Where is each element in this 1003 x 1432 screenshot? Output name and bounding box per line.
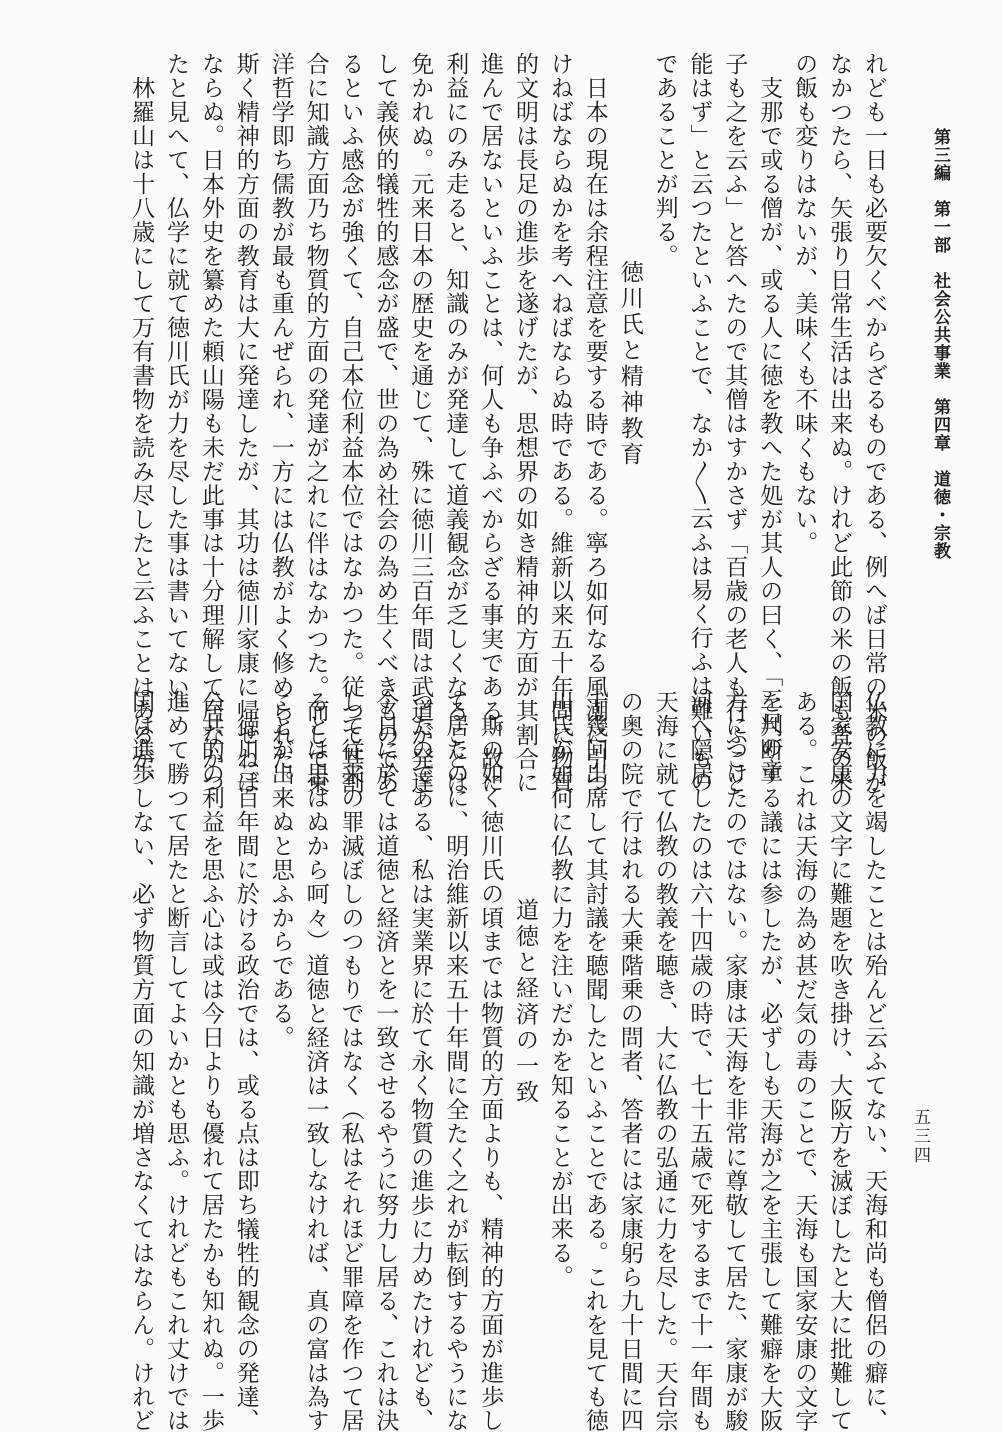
text-column: 免かれぬ。元来日本の歴史を通じて、殊に徳川三百年間は武道が発達 [407, 52, 434, 795]
text-column: 支那で或る僧が、或る人に徳を教へた処が其人の曰く、「三尺の童 [756, 52, 783, 783]
text-column: 斯く精神的方面の教育は大に発達したが、其功は徳川家康に帰せねば [232, 52, 259, 795]
section-heading: 道徳と経済の一致 [512, 690, 538, 1106]
text-column: 十幾回出席して其討議を聴聞したといふことである。これを見ても徳 [581, 690, 608, 1432]
text-column: 河へ隠居したのは六十四歳の時で、七十五歳で死するまで十一年間も [686, 690, 713, 1432]
text-column: ことが出来ぬと思ふからである。 [267, 690, 294, 1050]
text-column: れども一日も必要欠くべからざるものである、例へば日常の米の飯が [861, 52, 887, 795]
text-column: 進めて勝つて居たと断言してよいかとも思ふ。けれどもこれ丈けでは [163, 690, 189, 1432]
text-column: 利益にのみ走ると、知識のみが発達して道義観念が乏しくなることは [442, 52, 469, 795]
text-column: を判断する議には参したが、必ずしも天海が之を主張して難癖を大阪 [756, 690, 783, 1432]
text-column: 国は進歩しない、必ず物質方面の知識が増さなくてはならん。けれど [128, 690, 155, 1432]
text-column: たと見へて、仏学に就て徳川氏が力を尽した事は書いてない。 [163, 52, 189, 723]
text-column: 日本の現在は余程注意を要する時である。寧ろ如何なる風潮に引つ [581, 52, 608, 795]
text-column: して従来の罪滅ぼしのつもりではなく（私はそれほど罪障を作つて居 [337, 690, 364, 1432]
section-heading: 徳川氏と精神教育 [616, 52, 643, 468]
text-column: 方につけたのではない。家康は天海を非常に尊敬して居た、家康が駿 [721, 690, 748, 1432]
text-column: けねばならぬかを考へねばならぬ時である。維新以来五十年間に物質 [546, 52, 573, 795]
text-column: 仏教に力を竭したことは殆んど云ふてない、天海和尚も僧侶の癖に、 [861, 690, 887, 1432]
text-column: して義俠的犠牲的感念が盛で、世の為め社会の為め生くべきものであ [372, 52, 399, 795]
text-column: の奥の院で行はれる大乗階乗の問者、答者には家康躬ら九十日間に四 [616, 690, 643, 1432]
text-column: ならぬ。日本外史を纂めた頼山陽も未だ此事は十分理解して居なかつ [197, 52, 224, 795]
text-column: 斯の如く徳川氏の頃までは物質的方面よりも、精神的方面が進歩し [477, 690, 504, 1432]
text-column: 林羅山は十八歳にして万有書物を読み尽したと云ふことはあるが、 [128, 52, 155, 795]
running-header: 第三編 第一部 社会公共事業 第四章 道徳・宗教 [930, 128, 950, 560]
text-column: 川氏が如何に仏教に力を注いだかを知ることが出来る。 [546, 690, 573, 1289]
text-column: 進んで居ないといふことは、何人も争ふべからざる事実である。故に [477, 52, 504, 795]
text-column: 天海に就て仏教の教義を聴き、大に仏教の弘通に力を尽した。天台宗 [651, 690, 678, 1432]
page-number: 五三四 [910, 1108, 930, 1165]
text-column: つたのである、私は実業界に於て永く物質の進歩に力めたけれども、 [407, 690, 434, 1432]
text-column: なかつたら、矢張り日常生活は出来ぬ。けれど此節の米の飯も昔の米 [826, 52, 853, 795]
text-column: て居たのに、明治維新以来五十年間に全たく之れが転倒するやうにな [442, 690, 469, 1432]
text-column: るとは思はぬから呵々）道徳と経済は一致しなければ、真の富は為す [302, 690, 329, 1432]
text-column: の飯も変りはないが、美味くも不味くもない。 [791, 52, 818, 555]
text-column: 今日に於ては道徳と経済とを一致させるやうに努力し居る、これは決 [372, 690, 399, 1432]
text-column: 子も之を云ふ」と答へたので其僧はすかさず「百歳の老人も行ふこと [721, 52, 748, 795]
text-column: ある。これは天海の為め甚だ気の毒のことで、天海も国家安康の文字 [791, 690, 818, 1432]
text-column: 洋哲学即ち儒教が最も重んぜられ、一方には仏教がよく修められた。 [267, 52, 294, 795]
text-column: 国家安康の文字に難題を吹き掛け、大阪方を滅ぼしたと大に批難して [826, 690, 853, 1432]
text-column: 合に知識方面乃ち物質的方面の発達が之れに伴はなかつた。而して東 [302, 52, 329, 795]
text-column: であることが判る。 [651, 52, 678, 268]
text-column: 徳川三百年間に於ける政治では、或る点は即ち犠牲的観念の発達、 [232, 690, 259, 1432]
text-column: 能はず」と云つたといふことで、なか〳〵云ふは易く行ふは難いもの [686, 52, 713, 794]
text-column: 公共的の利益を思ふ心は或は今日よりも優れて居たかも知れぬ。一歩 [197, 690, 224, 1432]
text-column: るといふ感念が強くて、自己本位利益本位ではなかつた。従つて其割 [337, 52, 364, 795]
text-column: 的文明は長足の進歩を遂げたが、思想界の如き精神的方面が其割合に [512, 52, 538, 795]
